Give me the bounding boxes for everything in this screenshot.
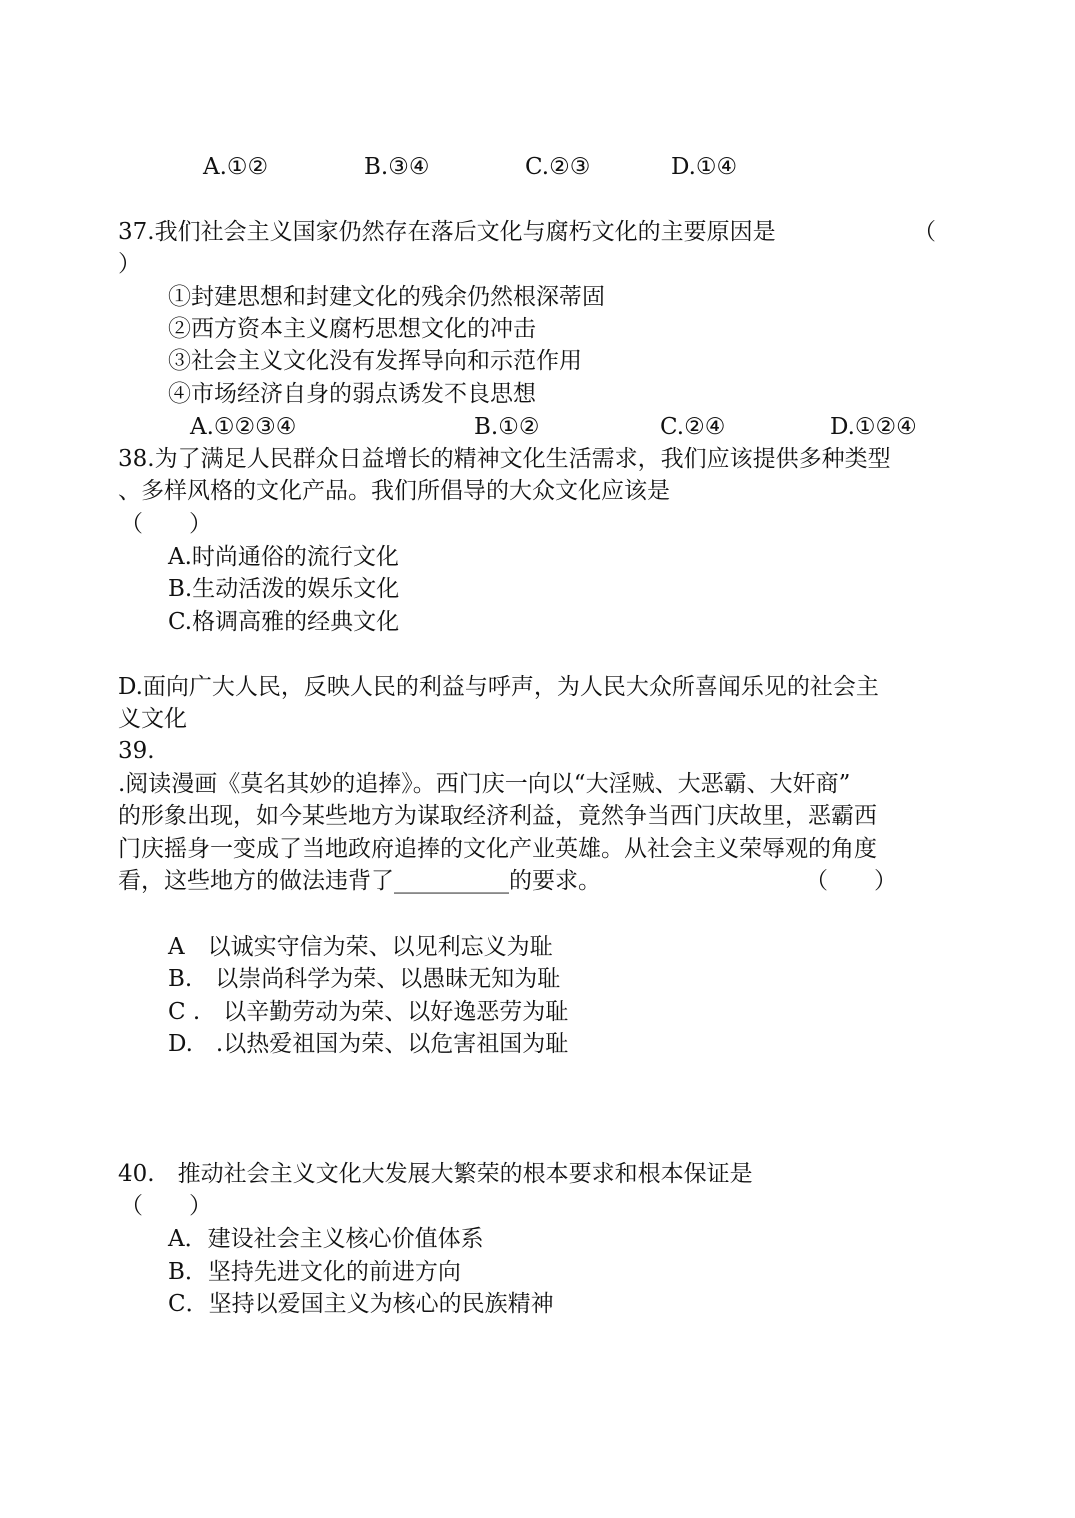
q37-option-c: C.②④	[660, 414, 726, 440]
q36-option-b: B.③④	[364, 154, 430, 180]
q38-stem-line-1: 38.为了满足人民群众日益增长的精神文化生活需求，我们应该提供多种类型	[118, 446, 891, 472]
q39-stem-line-4: 看，这些地方的做法违背了__________的要求。	[118, 868, 601, 894]
q38-option-b: B.生动活泼的娱乐文化	[168, 576, 400, 602]
q38-option-d-line-1: D.面向广大人民，反映人民的利益与呼声，为人民大众所喜闻乐见的社会主	[118, 674, 879, 700]
q38-stem-line-2: 、多样风格的文化产品。我们所倡导的大众文化应该是	[118, 478, 670, 504]
q37-item-3: ③社会主义文化没有发挥导向和示范作用	[168, 348, 582, 374]
q39-number: 39.	[118, 738, 155, 764]
q38-paren: （ ）	[120, 511, 212, 537]
q37-option-b: B.①②	[474, 414, 540, 440]
q37-paren-close: ）	[118, 251, 141, 277]
q38-option-a: A.时尚通俗的流行文化	[168, 544, 399, 570]
q37-paren-open: （	[913, 219, 936, 245]
q39-stem-line-2: 的形象出现，如今某些地方为谋取经济利益，竟然争当西门庆故里，恶霸西	[118, 803, 877, 829]
q39-option-b: B. 以崇尚科学为荣、以愚昧无知为耻	[168, 966, 561, 992]
q39-option-d: D. .以热爱祖国为荣、以危害祖国为耻	[168, 1031, 569, 1057]
q40-option-a: A．建设社会主义核心价值体系	[168, 1226, 484, 1252]
q38-option-c: C.格调高雅的经典文化	[168, 609, 400, 635]
q40-option-c: C．坚持以爱国主义为核心的民族精神	[168, 1291, 554, 1317]
q37-stem: 37.我们社会主义国家仍然存在落后文化与腐朽文化的主要原因是	[118, 219, 776, 245]
q37-item-2: ②西方资本主义腐朽思想文化的冲击	[168, 316, 536, 342]
q39-option-c: C . 以辛勤劳动为荣、以好逸恶劳为耻	[168, 999, 569, 1025]
q40-paren: （ ）	[120, 1193, 212, 1219]
q39-stem-line-3: 门庆摇身一变成了当地政府追捧的文化产业英雄。从社会主义荣辱观的角度	[118, 836, 877, 862]
q38-option-d-line-2: 义文化	[118, 706, 187, 732]
q36-option-d: D.①④	[671, 154, 738, 180]
q37-item-1: ①封建思想和封建文化的残余仍然根深蒂固	[168, 284, 605, 310]
q36-option-a: A.①②	[203, 154, 269, 180]
q39-option-a: A 以诚实守信为荣、以见利忘义为耻	[168, 934, 553, 960]
q40-stem: 40. 推动社会主义文化大发展大繁荣的根本要求和根本保证是	[118, 1161, 753, 1187]
q40-option-b: B．坚持先进文化的前进方向	[168, 1259, 461, 1285]
q37-option-a: A.①②③④	[190, 414, 297, 440]
q37-option-d: D.①②④	[830, 414, 917, 440]
q39-stem-line-1: .阅读漫画《莫名其妙的追捧》。西门庆一向以“大淫贼、大恶霸、大奸商”	[118, 771, 851, 797]
q39-paren: （ ）	[805, 868, 897, 894]
q36-option-c: C.②③	[525, 154, 591, 180]
q37-item-4: ④市场经济自身的弱点诱发不良思想	[168, 381, 536, 407]
